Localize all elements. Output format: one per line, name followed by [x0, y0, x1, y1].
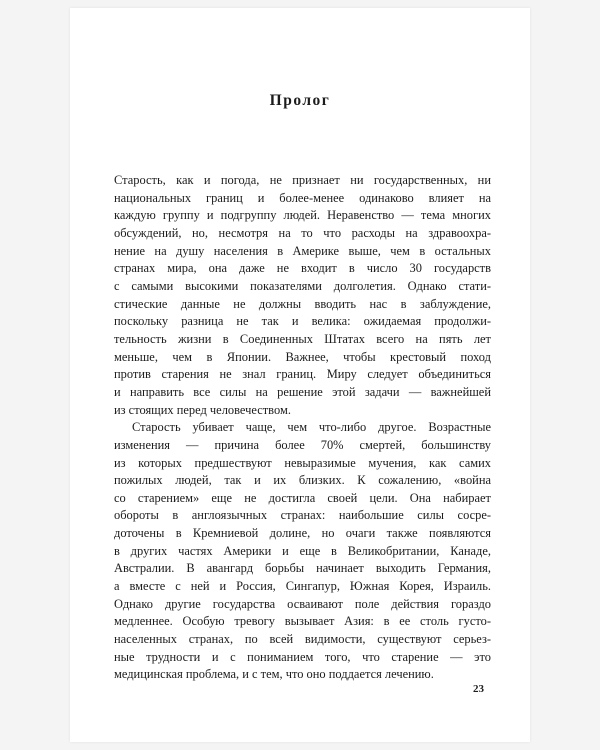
text-line: населенных странах, по всей видимости, существуют серьез-: [114, 632, 491, 647]
chapter-title: Пролог: [269, 92, 331, 109]
text-line: пожилых людей, так и их близких. К сожалению, «война: [114, 473, 491, 488]
text-line: из стоящих перед человечеством.: [114, 402, 291, 417]
text-line: Однако другие государства осваивают поле действия гораздо: [114, 596, 491, 611]
text-line: медицинская проблема, и с тем, что оно поддается лечению.: [114, 667, 434, 682]
text-line: против старения не знал границ. Миру следует объединиться: [114, 367, 491, 382]
text-line: а вместе с ней и Россия, Сингапур, Южная Корея, Израиль.: [114, 579, 491, 594]
text-line: поскольку разница не так и велика: ожидаемая продолжи-: [114, 314, 491, 329]
text-line: Старость, как и погода, не признает ни государственных, ни: [114, 173, 491, 187]
text-line: стические данные не должны вводить нас в заблуждение,: [114, 296, 491, 311]
page-number: 23: [473, 683, 484, 695]
paragraph-1: [114, 172, 491, 419]
text-line: в других частях Америки и еще в Великобритании, Канаде,: [114, 543, 491, 558]
body-text: [114, 172, 491, 684]
text-line: Старость убивает чаще, чем что-либо другое. Возрастные: [132, 420, 491, 435]
text-line: национальных границ и более-менее одинаково влияет на: [114, 190, 491, 205]
paragraph-2: [114, 419, 491, 684]
text-line: и направить все силы на решение этой задачи — важнейшей: [114, 384, 491, 399]
text-line: изменения — причина более 70% смертей, большинству: [114, 437, 491, 452]
text-line: медленнее. Особую тревогу вызывает Азия: в ее столь густо-: [114, 614, 491, 629]
text-line: обороты в англоязычных странах: наибольшие силы сосре-: [114, 508, 491, 523]
text-line: Австралии. В авангард борьбы начинает выходить Германия,: [114, 561, 491, 576]
text-line: с самыми высокими показателями долголетия. Однако стати-: [114, 278, 491, 293]
text-line: со старением» еще не достигла своей цели. Она набирает: [114, 490, 491, 505]
text-line: из которых предшествуют невыразимые мучения, как самих: [114, 455, 491, 470]
text-line: меньше, чем в Японии. Важнее, чтобы крестовый поход: [114, 349, 491, 364]
text-line: доточены в Кремниевой долине, но очаги также появляются: [114, 526, 491, 541]
text-line: тельность жизни в Соединенных Штатах всего на пять лет: [114, 331, 491, 346]
book-page: [70, 8, 530, 742]
text-line: ные трудности и с пониманием того, что старение — это: [114, 649, 491, 664]
text-line: каждую группу и подгруппу людей. Неравенство — тема многих: [114, 208, 491, 223]
text-line: странах мира, она даже не входит в число 30 государств: [114, 261, 491, 276]
text-line: обсуждений, но, несмотря на то что расходы на здравоохра-: [114, 225, 491, 240]
text-line: нение на душу населения в Америке выше, чем в остальных: [114, 243, 491, 258]
